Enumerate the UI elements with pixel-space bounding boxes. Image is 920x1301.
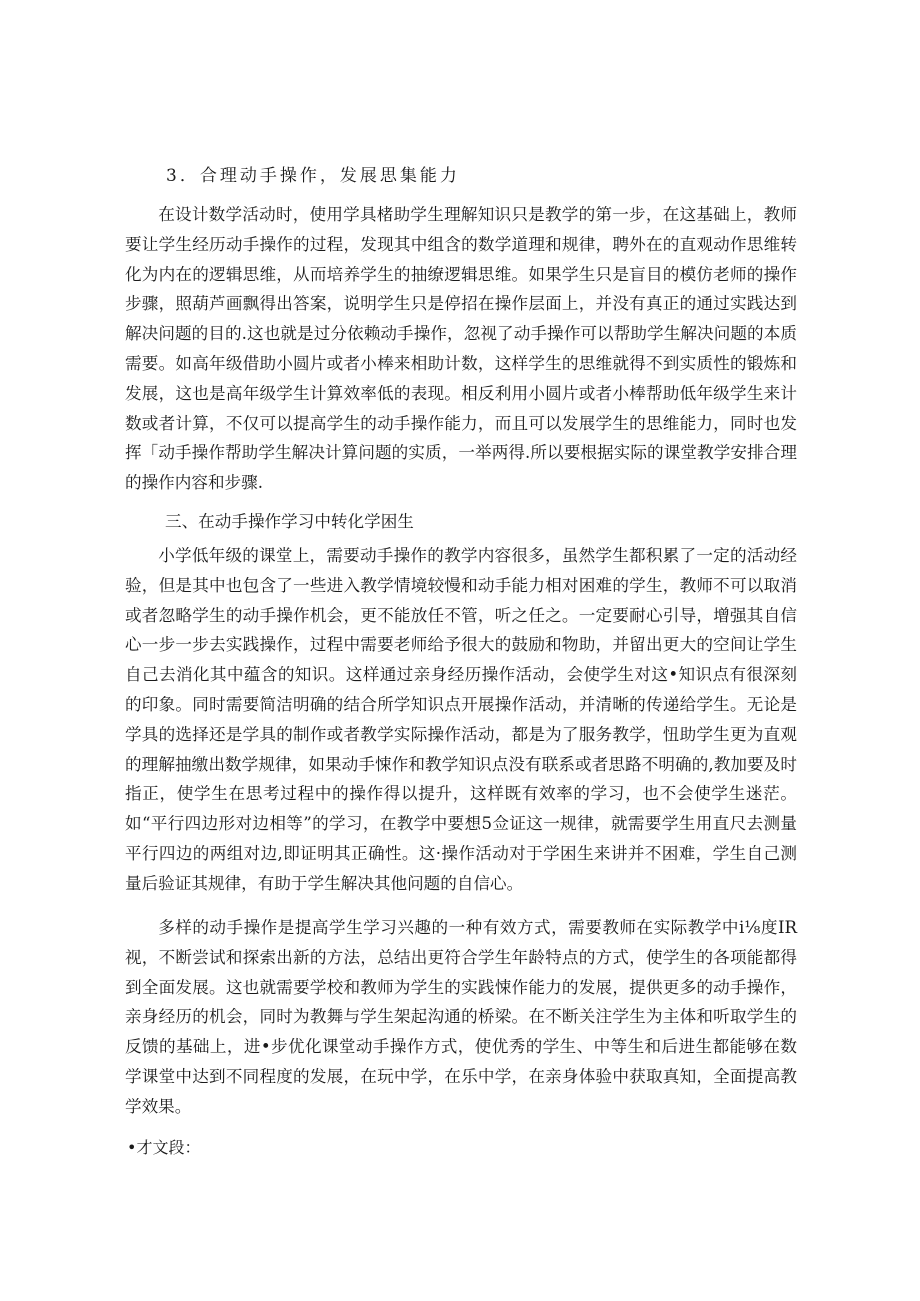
paragraph-operation: 在设计数学活动时，使用学具楮助学生理解知识只是教学的第一步，在这基础上，教师要让学生经历动手操作的过程，发现其中组含的数学道理和规律，聘外在的直观动作思维转化为内在的逻辑思维，从而培养学生的抽缭逻辑思维。如果学生只是盲目的模仿老师的操作步骤，照葫芦画飘得出答案，说明学生只是停招在操作层面上，并没有真正的通过实践达到解决问题的目的.这也就是过分依赖动手操作，忽视了动手操作可以帮助学生解决问题的本质需要。如高年级借助小圆片或者小棒来相助计数，这样学生的思维就得不到实质性的锻炼和发展，这也是高年级学生计算效率低的表现。相反利用小圆片或者小棒帮助低年级学生来计数或者计算，不仅可以提高学生的动手操作能力，而且可以发展学生的思维能力，同时也发挥「动手操作帮助学生解决计算问题的实质，一举两得.所以要根据实际的课堂教学安排合理的操作内容和步骤. bbox=[125, 205, 797, 493]
subheading-struggling-students: 三、在动手操作学习中转化学困生 bbox=[165, 512, 414, 531]
paragraph-conclusion: 多样的动手操作是提高学生学习兴趣的一种有效方式，需要教师在实际教学中i⅛度IR视，不断尝试和探索出新的方法，总结出更符合学生年龄特点的方式，使学生的各项能都得到全面发展。这也就需要学校和教师为学生的实践悚作能力的发展，提供更多的动手操作，亲身经历的机会，同时为教舞与学生架起沟通的桥梁。在不断关注学生为主体和听取学生的反馈的基础上，进•步优化课堂动手操作方式，使优秀的学生、中等生和后进生都能够在数学课堂中达到不同程度的发展，在玩中学，在乐中学，在亲身体验中获取真知，全面提高教学效果。 bbox=[125, 918, 797, 1116]
paragraph-struggling-students: 小学低年级的课堂上，需要动手操作的教学内容很多，虽然学生都积累了一定的活动经验，但是其中也包含了一些进入教学情境较慢和动手能力相对困难的学生，教师不可以取消或者忽略学生的动手操作机会，更不能放任不管，听之任之。一定要耐心引导，增强其自信心一步一步去实践操作，过程中需要老师给予很大的鼓励和物助，并留出更大的空间让学生自己去消化其中蕴含的知识。这样通过亲身经历操作活动，会使学生对这•知识点有很深刻的印象。同时需要简洁明确的结合所学知识点开展操作活动，并清晰的传递给学生。无论是学具的选择还是学具的制作或者教学实际操作活动，都是为了服务教学，忸助学生更为直观的理解抽缴出数学规律，如果动手悚作和教学知识点没有联系或者思路不明确的,教加要及时指正，使学生在思考过程中的操作得以提升，这样既有效率的学习，也不会使学生迷茫。如“平行四边形对边相等”的学习，在教学中要想5佥证这一规律，就需要学生用直尺去测量平行四边的两组对边,即证明其正确性。这·操作活动对于学困生来讲并不困难，学生自己测量后验证其规律，有助于学生解决其他问题的自信心。 bbox=[125, 546, 797, 893]
footer-note: •才文段： bbox=[127, 1138, 201, 1157]
section-heading: 3．合理动手操作，发展思集能力 bbox=[166, 166, 460, 186]
